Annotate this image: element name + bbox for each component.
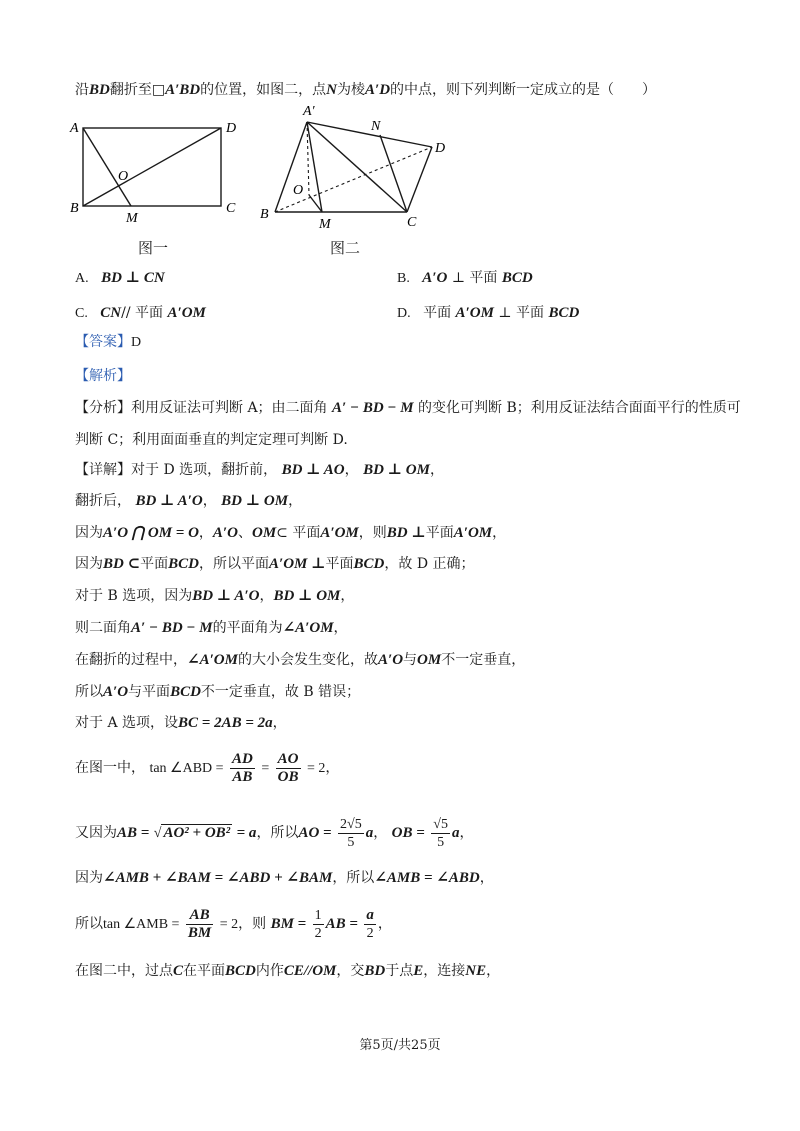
fraction-numerator: 1 bbox=[314, 907, 322, 923]
detail-text: 与平面 bbox=[128, 684, 171, 700]
option-b bbox=[397, 268, 533, 289]
detail-line-10 bbox=[75, 748, 339, 789]
fenxi-text: 利用反证法可判断 A；由二面角 bbox=[131, 400, 328, 416]
detail-line-9 bbox=[75, 713, 287, 733]
detail-line-1 bbox=[75, 460, 444, 480]
option-letter: C. bbox=[75, 306, 88, 321]
detail-text: 所以 bbox=[75, 916, 103, 932]
detail-math: ∠AMB + ∠BAM = ∠ABD + ∠BAM bbox=[103, 870, 333, 886]
fenxi-text: 的变化可判断 B；利用反证法结合面面平行的性质可 bbox=[418, 400, 741, 416]
fig1-diagonal-bd bbox=[83, 128, 221, 206]
detail-text: ，交 bbox=[336, 963, 365, 979]
detail-line-2 bbox=[75, 491, 302, 511]
fig2-label-b: B bbox=[260, 207, 269, 222]
figure-one-caption: 图一 bbox=[138, 239, 169, 257]
option-math: BCD bbox=[548, 305, 580, 321]
detail-math: a bbox=[451, 825, 460, 841]
detail-math: A′OM bbox=[453, 525, 493, 541]
detail-text: 不一定垂直，故 B 错误； bbox=[200, 684, 361, 700]
detail-text: 平面 bbox=[140, 556, 169, 572]
fraction-denominator: 2 bbox=[366, 925, 374, 941]
detail-text: ， bbox=[340, 588, 355, 604]
option-text: ⊥ 平面 bbox=[498, 305, 545, 321]
detail-text: 在翻折的过程中， bbox=[75, 652, 187, 668]
page-footer: 第5页/共25页 bbox=[359, 1038, 441, 1053]
stem-text: 翻折至□ bbox=[109, 82, 166, 98]
option-a bbox=[75, 268, 165, 289]
fig2-edge-ac bbox=[307, 122, 407, 212]
fraction-numerator: a bbox=[366, 906, 374, 923]
detail-text: ，所以 bbox=[332, 870, 375, 886]
fig1-label-b: B bbox=[70, 201, 79, 216]
detail-text: ， bbox=[486, 963, 501, 979]
detail-math: OB = bbox=[391, 825, 425, 841]
fraction-denominator: 5 bbox=[437, 834, 445, 850]
fraction bbox=[431, 816, 450, 851]
detail-text: ， bbox=[333, 620, 348, 636]
answer-value: D bbox=[131, 335, 142, 350]
detail-text: ，所以 bbox=[256, 825, 299, 841]
detail-text: 平面 bbox=[425, 525, 454, 541]
detail-math: OM bbox=[417, 652, 442, 668]
stem-text: 为棱 bbox=[336, 82, 365, 98]
detail-math: A′O bbox=[103, 684, 129, 700]
detail-math: OM bbox=[251, 525, 277, 541]
fig1-label-d: D bbox=[226, 121, 237, 136]
detail-text: 又因为 bbox=[75, 825, 117, 841]
fraction bbox=[313, 907, 324, 942]
detail-text: ， bbox=[492, 525, 507, 541]
detail-math: = bbox=[261, 761, 270, 776]
detail-text: 所以 bbox=[75, 684, 103, 700]
detail-text: 于点 bbox=[385, 963, 414, 979]
detail-math: ∠A′OM bbox=[282, 620, 334, 636]
fig2-edge-ab bbox=[275, 122, 307, 212]
detail-text: ，则 bbox=[358, 525, 387, 541]
detail-text: 的平面角为 bbox=[212, 620, 283, 636]
fraction-denominator: 5 bbox=[347, 834, 355, 850]
fig1-label-o: O bbox=[118, 169, 129, 184]
detail-text: 因为 bbox=[75, 525, 103, 541]
detail-math: = 2 bbox=[219, 917, 239, 932]
answer-tag: 【答案】 bbox=[75, 334, 131, 350]
detail-line-14 bbox=[75, 961, 500, 981]
option-c bbox=[75, 303, 206, 324]
fig2-label-d: D bbox=[435, 141, 446, 156]
fraction-numerator: 2√5 bbox=[340, 816, 362, 832]
detail-text: ， bbox=[325, 760, 340, 776]
fraction bbox=[230, 751, 255, 786]
stem-math: N bbox=[326, 82, 337, 98]
detail-math: BCD bbox=[353, 556, 385, 572]
detail-math: BCD bbox=[168, 556, 199, 572]
fraction-numerator: √5 bbox=[433, 816, 448, 832]
option-text: 平面 bbox=[423, 305, 452, 321]
detail-math: BD ⊂ bbox=[103, 556, 141, 572]
detail-math: E bbox=[413, 963, 424, 979]
detail-math: A′OM bbox=[320, 525, 359, 541]
stem-math: A′D bbox=[364, 82, 391, 98]
fenxi-line-2: 判断 C；利用面面垂直的判定定理可判断 D. bbox=[75, 432, 348, 448]
fenxi-tag: 【分析】 bbox=[75, 400, 131, 416]
fraction bbox=[364, 907, 376, 942]
detail-math: BCD bbox=[225, 963, 256, 979]
option-math: CN bbox=[100, 305, 122, 321]
option-math: A′OM bbox=[455, 305, 494, 321]
fraction-numerator: AB bbox=[186, 907, 213, 925]
option-math: BCD bbox=[501, 270, 533, 286]
detail-text: 翻折后， bbox=[75, 493, 131, 509]
option-letter: B. bbox=[397, 271, 410, 286]
detail-math: C bbox=[173, 963, 184, 979]
detail-line-13 bbox=[75, 904, 392, 945]
detail-text: ， bbox=[429, 462, 444, 478]
answer-line bbox=[75, 332, 141, 353]
detail-text: ， bbox=[459, 825, 474, 841]
detail-text: ， bbox=[344, 462, 359, 478]
fig2-edge-ad bbox=[307, 122, 432, 147]
stem-text: 沿 bbox=[75, 82, 89, 98]
detail-text: 在图一中， bbox=[75, 760, 145, 776]
detail-line-7 bbox=[75, 650, 525, 670]
detail-line-3 bbox=[75, 523, 506, 543]
fig2-label-n: N bbox=[371, 119, 381, 134]
fraction-denominator: OB bbox=[277, 768, 299, 785]
stem-math: BD bbox=[89, 82, 110, 98]
sqrt-radicand: AO² + OB² bbox=[163, 825, 231, 841]
detail-text: 因为 bbox=[75, 556, 103, 572]
detail-math: BD ⊥ AO bbox=[281, 462, 345, 478]
fenxi-line-1 bbox=[75, 398, 741, 418]
figure-one bbox=[60, 100, 250, 225]
fig1-label-m: M bbox=[126, 211, 138, 225]
detail-line-11 bbox=[75, 813, 473, 854]
question-stem bbox=[75, 80, 656, 100]
detail-text: 的大小会发生变化，故 bbox=[237, 652, 378, 668]
detail-math: BD ⊥ OM bbox=[363, 462, 430, 478]
detail-math: CE//OM bbox=[283, 963, 337, 979]
detail-math: tan ∠ABD = bbox=[149, 761, 224, 776]
detail-math: BD bbox=[364, 963, 386, 979]
detail-math: BD ⊥ OM bbox=[221, 493, 289, 509]
fraction-denominator: BM bbox=[187, 924, 212, 941]
fig2-edge-cd bbox=[407, 147, 432, 212]
fig2-label-o: O bbox=[293, 183, 304, 198]
detail-math: BCD bbox=[170, 684, 201, 700]
fenxi-math: A′ − BD − M bbox=[332, 400, 414, 416]
detail-line-5 bbox=[75, 586, 354, 606]
detail-math: tan ∠AMB = bbox=[103, 917, 180, 932]
option-math: A′O bbox=[422, 270, 448, 286]
sqrt-symbol: √ bbox=[153, 826, 162, 841]
fig1-label-a: A bbox=[70, 121, 79, 136]
detail-text: ， bbox=[288, 493, 303, 509]
detail-text: 不一定垂直， bbox=[441, 652, 526, 668]
fig2-dashed-bd bbox=[275, 147, 432, 212]
detail-text: 对于 A 选项，设 bbox=[75, 715, 179, 731]
detail-line-4 bbox=[75, 554, 475, 574]
fig2-edge-am bbox=[307, 122, 322, 212]
detail-math: ∠A′OM bbox=[187, 652, 238, 668]
fraction bbox=[186, 907, 213, 942]
stem-text: 的中点，则下列判断一定成立的是（ ） bbox=[390, 82, 657, 98]
option-text: // 平面 bbox=[121, 305, 164, 321]
detail-math: A′ − BD − M bbox=[131, 620, 213, 636]
detail-text: 则二面角 bbox=[75, 620, 131, 636]
detail-math: A′O bbox=[212, 525, 238, 541]
detail-text: ， bbox=[259, 588, 274, 604]
option-d bbox=[397, 303, 579, 324]
detail-math: BC = 2AB = 2a bbox=[178, 715, 273, 731]
figure-two-caption: 图二 bbox=[330, 239, 361, 257]
detail-math: A′O ⋂ OM = O bbox=[103, 525, 199, 541]
detail-text: ， bbox=[198, 525, 213, 541]
detail-math: AB = bbox=[117, 825, 150, 841]
detail-text: ， bbox=[373, 825, 388, 841]
option-letter: D. bbox=[397, 306, 411, 321]
detail-math: ∠AMB = ∠ABD bbox=[374, 870, 480, 886]
detail-text: 在图二中，过点 bbox=[75, 963, 173, 979]
fraction bbox=[276, 751, 301, 786]
detail-text: ，所以平面 bbox=[199, 556, 269, 572]
stem-math: A′BD bbox=[165, 82, 201, 98]
detail-math: a bbox=[365, 825, 374, 841]
detail-text: ， bbox=[272, 715, 287, 731]
detail-text: 与 bbox=[403, 652, 418, 668]
detail-text: ， bbox=[202, 493, 217, 509]
fig2-label-m: M bbox=[319, 217, 331, 230]
detail-text: 因为 bbox=[75, 870, 103, 886]
detail-math: BD ⊥ A′O bbox=[192, 588, 260, 604]
analysis-tag: 【解析】 bbox=[75, 368, 131, 384]
fig1-label-c: C bbox=[226, 201, 236, 216]
detail-text: ，则 bbox=[238, 916, 267, 932]
detail-text: ⊂ 平面 bbox=[276, 525, 321, 541]
detail-text: 内作 bbox=[255, 963, 284, 979]
detail-math: BD ⊥ A′O bbox=[135, 493, 203, 509]
detail-text: ，连接 bbox=[423, 963, 466, 979]
detail-text: 平面 bbox=[325, 556, 354, 572]
option-math: BD ⊥ CN bbox=[101, 270, 165, 286]
fig2-label-a: A′ bbox=[303, 104, 315, 119]
fraction-numerator: AO bbox=[277, 750, 299, 767]
figure-two bbox=[255, 100, 455, 230]
detail-tag: 【详解】 bbox=[75, 462, 131, 478]
detail-math: = a bbox=[236, 825, 257, 841]
detail-line-8 bbox=[75, 682, 360, 702]
detail-text: ，故 D 正确； bbox=[384, 556, 475, 572]
detail-math: NE bbox=[465, 963, 487, 979]
detail-line-6 bbox=[75, 618, 348, 638]
fig2-label-c: C bbox=[407, 215, 417, 230]
option-text: ⊥ 平面 bbox=[451, 270, 498, 286]
detail-text: 在平面 bbox=[183, 963, 226, 979]
detail-math: BM = bbox=[270, 916, 307, 932]
fraction-denominator: 2 bbox=[314, 925, 322, 941]
detail-math: A′OM ⊥ bbox=[269, 556, 326, 572]
detail-math: BD ⊥ OM bbox=[273, 588, 341, 604]
detail-text: 对于 B 选项，因为 bbox=[75, 588, 193, 604]
detail-text: 、 bbox=[237, 525, 252, 541]
detail-math: BD ⊥ bbox=[386, 525, 426, 541]
detail-line-12 bbox=[75, 868, 494, 888]
stem-text: 的位置，如图二，点 bbox=[200, 82, 327, 98]
detail-text: ， bbox=[479, 870, 494, 886]
fraction bbox=[338, 816, 364, 851]
detail-math: AO = bbox=[298, 825, 332, 841]
detail-math: AB = bbox=[325, 916, 358, 932]
option-letter: A. bbox=[75, 271, 89, 286]
fig1-segment-am bbox=[83, 128, 131, 206]
detail-text: ， bbox=[377, 916, 392, 932]
option-math: A′OM bbox=[167, 305, 206, 321]
detail-math: A′O bbox=[377, 652, 404, 668]
fraction-denominator: AB bbox=[232, 768, 253, 785]
fraction-numerator: AD bbox=[232, 750, 253, 767]
detail-text: 对于 D 选项，翻折前， bbox=[131, 462, 278, 478]
detail-math: = 2 bbox=[306, 761, 326, 776]
